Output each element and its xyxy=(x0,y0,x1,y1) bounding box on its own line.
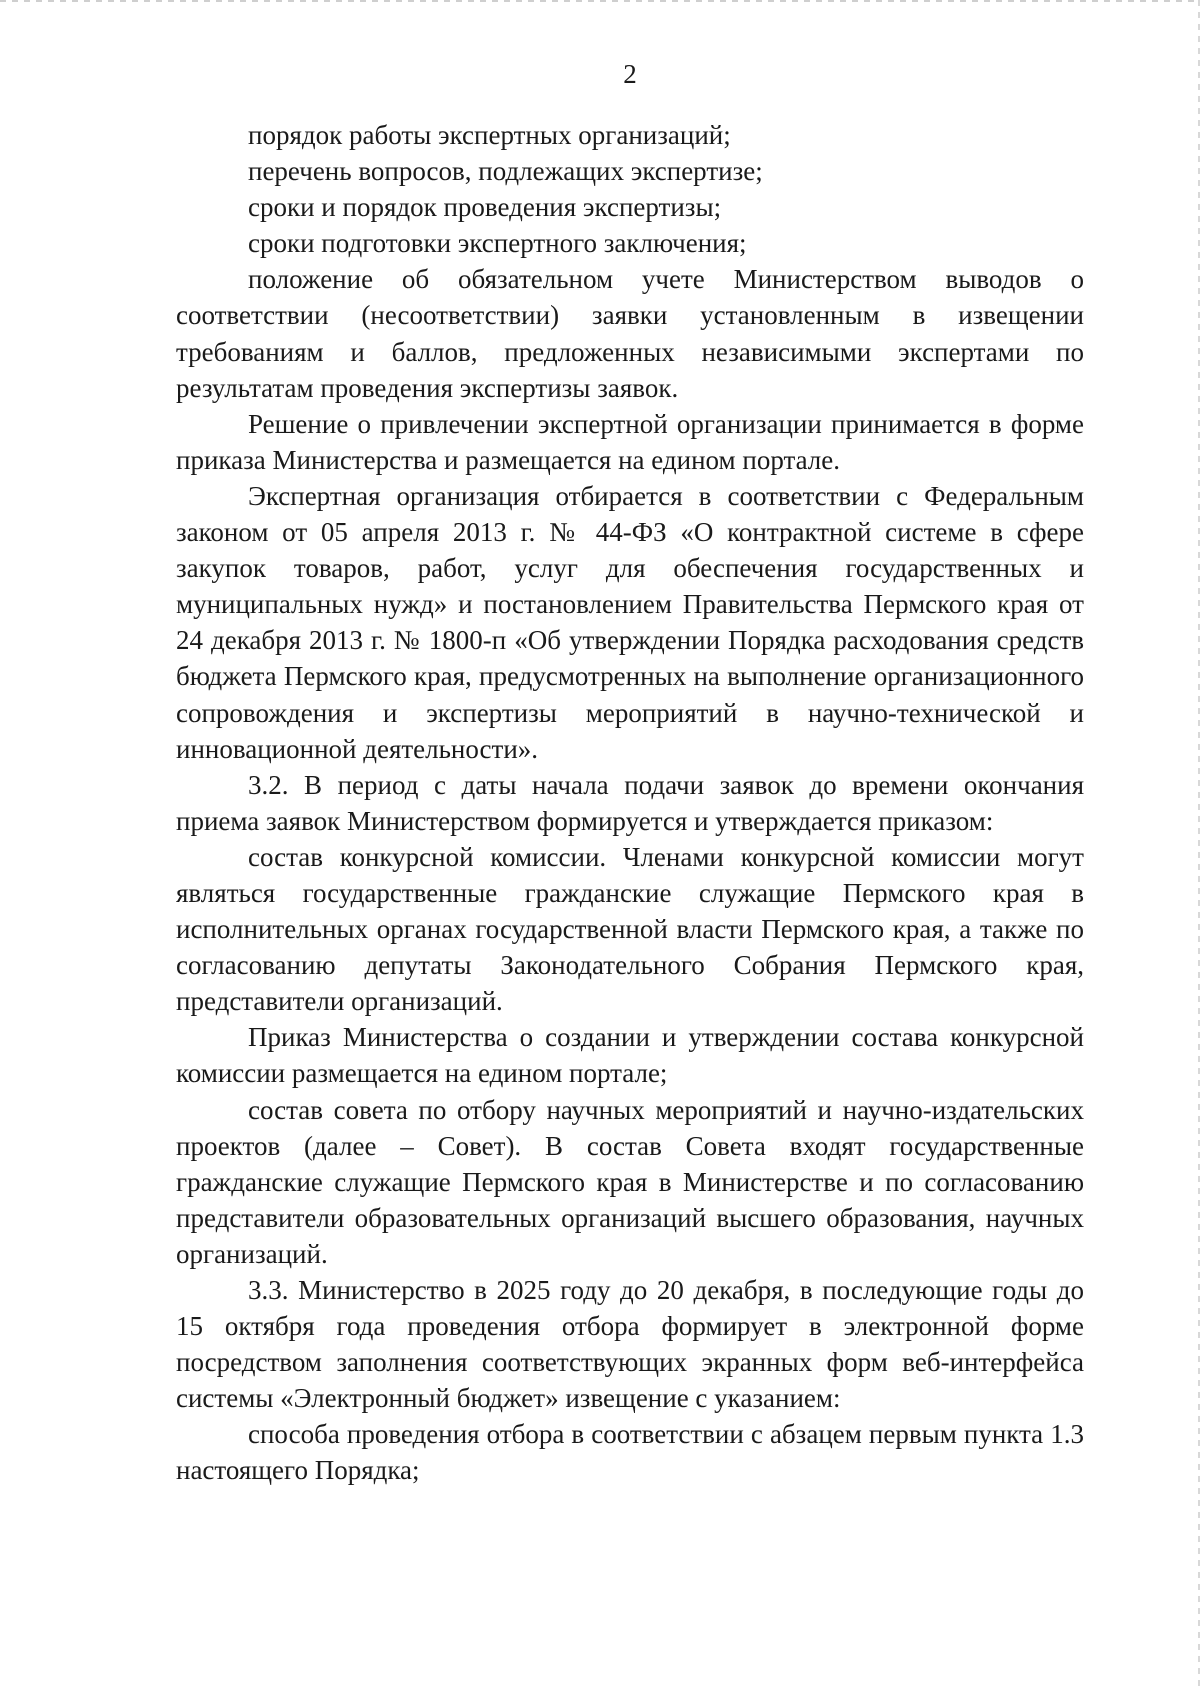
paragraph-selection-method: способа проведения отбора в соответствии с абзацем первым пункта 1.3 настоящего Порядка; xyxy=(176,1419,1084,1486)
paragraph-commission-order: Приказ Министерства о создании и утверждении состава конкурсной комиссии размещается на едином портале; xyxy=(176,1022,1084,1089)
paragraph-commission-composition: состав конкурсной комиссии. Членами конкурсной комиссии могут являться государственные гражданские служащие Пермского края в исполнительных органах государственной власти Пермского края, а также по согласованию депутаты Законодательного Собрания Пермского края, представители организаций. xyxy=(176,841,1084,1017)
paragraph-mandatory-consideration: положение об обязательном учете Министерством выводов о соответствии (несоответствии) заявки установленным в извещении требованиям и баллов, предложенных независимыми экспертами по результатам проведения экспертизы заявок. xyxy=(176,264,1084,403)
paragraph-expert-org-decision: Решение о привлечении экспертной организации принимается в форме приказа Министерства и размещается на едином портале. xyxy=(176,408,1084,475)
paragraph-conclusion-terms: сроки подготовки экспертного заключения; xyxy=(248,228,747,259)
paragraph-council-composition: состав совета по отбору научных мероприятий и научно-издательских проектов (далее – Совет). В состав Совета входят государственные гражданские служащие Пермского края в Министерстве и по согласованию представители образовательных организаций высшего образования, научных организаций. xyxy=(176,1094,1084,1269)
page-number: 2 xyxy=(623,59,637,89)
paragraph-section-3-2: 3.2. В период с даты начала подачи заявок до времени окончания приема заявок Министерством формируется и утверждается приказом: xyxy=(176,769,1084,836)
paragraph-expert-org-selection: Экспертная организация отбирается в соответствии с Федеральным законом от 05 апреля 2013 г. № 44-ФЗ «О контрактной системе в сфере закупок товаров, работ, услуг для обеспечения государственных и муниципальных нужд» и постановлением Правительства Пермского края от 24 декабря 2013 г. № 1800-п «Об утверждении Порядка расходования средств бюджета Пермского края, предусмотренных на выполнение организационного сопровождения и экспертизы мероприятий в научно-технической и инновационной деятельности». xyxy=(176,480,1084,764)
paragraph-expertise-terms: сроки и порядок проведения экспертизы; xyxy=(248,192,722,223)
paragraph-expert-work-order: порядок работы экспертных организаций; xyxy=(248,120,731,150)
scan-top-edge xyxy=(0,0,1200,2)
document-body xyxy=(176,117,1084,1489)
paragraph-section-3-3: 3.3. Министерство в 2025 году до 20 декабря, в последующие годы до 15 октября года проведения отбора формирует в электронной форме посредством заполнения соответствующих экранных форм веб-интерфейса системы «Электронный бюджет» извещение с указанием: xyxy=(176,1275,1084,1414)
paragraph-expertise-questions: перечень вопросов, подлежащих экспертизе; xyxy=(248,156,763,187)
